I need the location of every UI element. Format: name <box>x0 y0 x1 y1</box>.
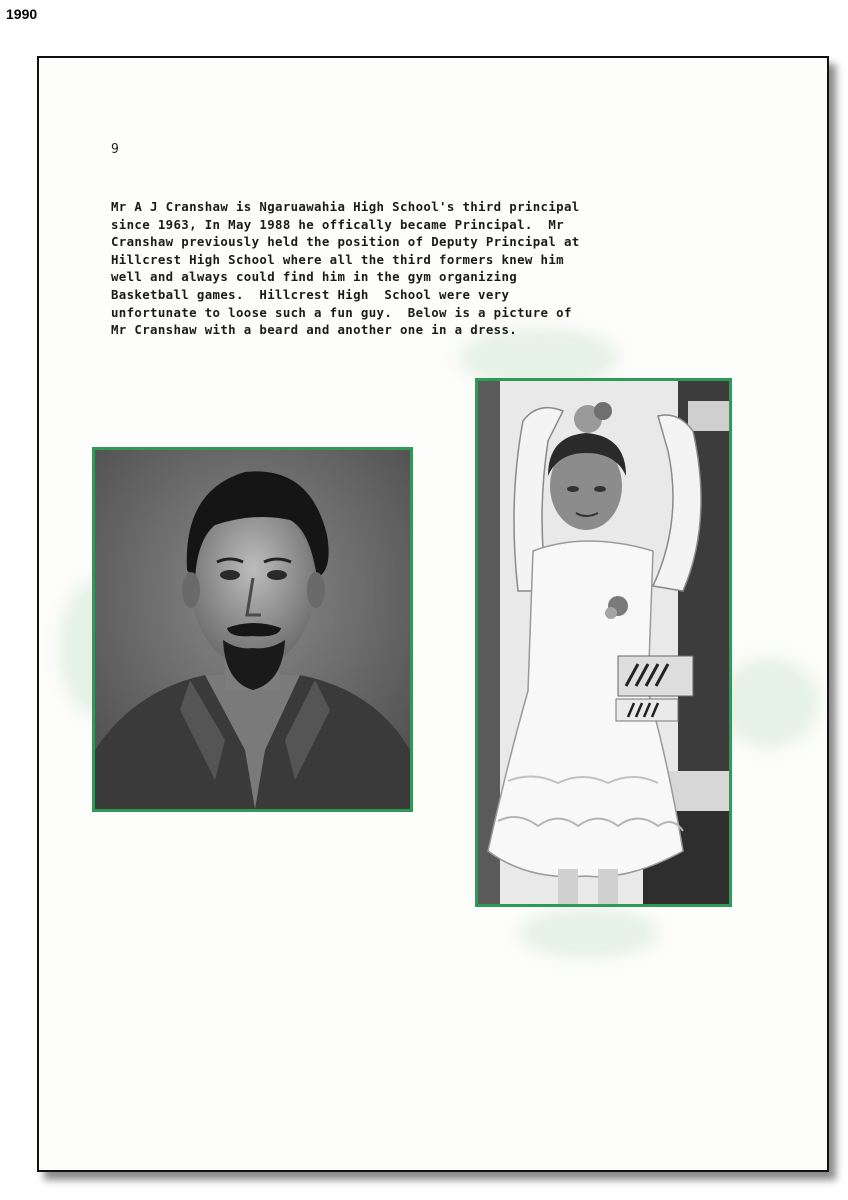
bearded-portrait-photo <box>92 447 413 812</box>
paragraph-line: well and always could find him in the gym organizing <box>111 269 518 285</box>
paragraph-line: Cranshaw previously held the position of Deputy Principal at <box>111 234 580 250</box>
paragraph-line: unfortunate to loose such a fun guy. Below is a picture of <box>111 304 572 320</box>
paragraph-line: Mr A J Cranshaw is Ngaruawahia High School's third principal <box>111 199 580 214</box>
dress-photo <box>475 378 732 907</box>
green-smudge <box>719 658 819 748</box>
scanned-page <box>37 56 829 1172</box>
paragraph-line: Basketball games. Hillcrest High School were very <box>111 286 510 302</box>
dress-photo-illustration <box>478 381 729 904</box>
page-number: 9 <box>111 142 119 157</box>
green-smudge <box>519 908 659 958</box>
bearded-portrait-illustration <box>95 450 410 809</box>
year-label: 1990 <box>6 6 38 22</box>
body-paragraph <box>111 198 751 339</box>
paragraph-line: Hillcrest High School where all the third formers knew him <box>111 251 564 267</box>
paragraph-line: Mr Cranshaw with a beard and another one in a dress. <box>111 322 518 338</box>
paragraph-line: since 1963, In May 1988 he offically became Principal. Mr <box>111 216 564 232</box>
